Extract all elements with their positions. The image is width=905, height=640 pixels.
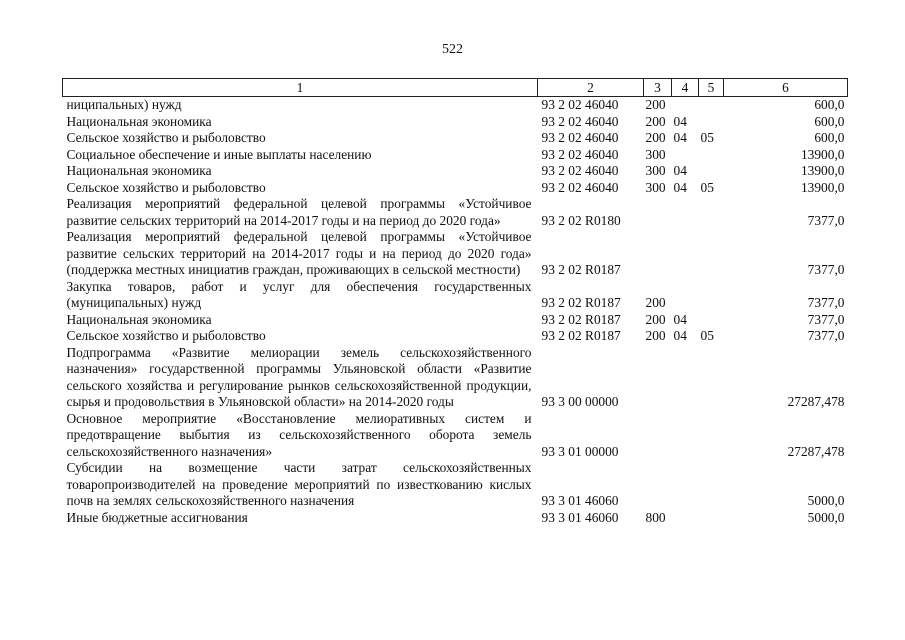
table-row [63, 163, 848, 180]
row-amount: 5000,0 [807, 509, 845, 525]
row-subsection [699, 279, 724, 312]
row-amount: 600,0 [814, 97, 845, 112]
row-expense-type [644, 460, 672, 510]
row-section [672, 229, 699, 279]
row-name: Закупка товаров, работ и услуг для обеспечения государственных (муниципальных) нужд [66, 278, 532, 310]
table-row [63, 97, 848, 114]
table-row [63, 312, 848, 329]
column-header-code: 2 [538, 79, 644, 97]
row-name: Национальная экономика [66, 113, 212, 129]
row-section [672, 196, 699, 229]
row-target-code: 93 2 02 46040 [541, 130, 619, 145]
page-number: 522 [442, 42, 463, 57]
row-target-code: 93 3 01 46060 [541, 493, 619, 508]
table-row [63, 279, 848, 312]
row-section [672, 510, 699, 527]
table-row [63, 460, 848, 510]
row-section: 04 [673, 311, 687, 327]
row-amount: 7377,0 [807, 212, 845, 228]
column-header-subsection: 5 [699, 79, 724, 97]
row-target-code: 93 2 02 R0187 [541, 311, 621, 327]
table-body [63, 97, 848, 527]
row-name: Сельское хозяйство и рыболовство [66, 179, 266, 195]
row-subsection [699, 312, 724, 329]
row-expense-type [644, 345, 672, 411]
budget-table [62, 78, 848, 526]
row-subsection [699, 460, 724, 510]
row-target-code: 93 2 02 R0187 [541, 328, 621, 343]
row-expense-type: 200 [645, 97, 666, 112]
row-section: 04 [673, 328, 687, 343]
row-section: 04 [673, 130, 687, 145]
row-subsection: 05 [700, 179, 714, 195]
row-name: Социальное обеспечение и иные выплаты населению [66, 146, 372, 162]
row-amount: 5000,0 [807, 493, 845, 508]
row-name: Реализация мероприятий федеральной целевой программы «Устойчивое развитие сельских территорий на 2014-2017 годы и на период до 2020 года» (поддержка местных инициатив граждан, проживающих в сельской местности) [66, 229, 532, 277]
row-section [672, 279, 699, 312]
row-expense-type [644, 196, 672, 229]
row-expense-type: 200 [645, 328, 666, 343]
row-expense-type: 800 [645, 509, 666, 525]
row-subsection [699, 510, 724, 527]
table-row [63, 510, 848, 527]
row-target-code: 93 2 02 46040 [541, 146, 619, 162]
row-name: Иные бюджетные ассигнования [66, 509, 248, 525]
row-subsection: 05 [700, 130, 714, 145]
header-row [63, 79, 848, 97]
row-expense-type: 200 [645, 311, 666, 327]
row-name: Национальная экономика [66, 311, 212, 327]
row-section [672, 97, 699, 114]
table-row [63, 411, 848, 461]
row-target-code: 93 3 00 00000 [541, 394, 619, 409]
row-target-code: 93 2 02 46040 [541, 97, 619, 112]
row-expense-type: 300 [645, 146, 666, 162]
table-row [63, 180, 848, 197]
row-amount: 7377,0 [807, 328, 845, 343]
row-name: Основное мероприятие «Восстановление мелиоративных систем и предотвращение выбытия из сельскохозяйственного оборота земель сельскохозяйственного назначения» [66, 410, 532, 459]
row-name: Национальная экономика [66, 163, 212, 178]
row-target-code: 93 2 02 R0180 [541, 212, 621, 228]
column-header-amount: 6 [724, 79, 848, 97]
table-row [63, 229, 848, 279]
table-row [63, 130, 848, 147]
column-header-expense-type: 3 [644, 79, 672, 97]
table-row [63, 196, 848, 229]
row-name: Подпрограмма «Развитие мелиорации земель сельскохозяйственного назначения» государственной программы Ульяновской области «Развитие сельского хозяйства и регулирование рынков сельскохозяйственной продукции, сырья и продовольствия в Ульяновской области» на 2014-2020 годы [66, 344, 532, 409]
row-section [672, 460, 699, 510]
row-target-code: 93 2 02 R0187 [541, 295, 621, 310]
row-amount: 600,0 [814, 113, 845, 129]
row-target-code: 93 3 01 00000 [541, 443, 619, 459]
row-target-code: 93 2 02 R0187 [541, 262, 621, 277]
row-expense-type: 200 [645, 113, 666, 129]
row-amount: 13900,0 [800, 146, 845, 162]
row-amount: 13900,0 [800, 163, 845, 178]
row-subsection [699, 229, 724, 279]
row-section [672, 147, 699, 164]
row-subsection [699, 411, 724, 461]
table-row [63, 328, 848, 345]
row-section [672, 345, 699, 411]
column-header-section: 4 [672, 79, 699, 97]
row-target-code: 93 2 02 46040 [541, 113, 619, 129]
row-amount: 7377,0 [807, 295, 845, 310]
row-name: ниципальных) нужд [66, 97, 182, 112]
row-name: Субсидии на возмещение части затрат сельскохозяйственных товаропроизводителей на проведение мероприятий по известкованию кислых почв на землях сельскохозяйственного назначения [66, 460, 532, 508]
table-row [63, 114, 848, 131]
row-subsection [699, 163, 724, 180]
row-target-code: 93 2 02 46040 [541, 179, 619, 195]
row-section: 04 [673, 179, 687, 195]
row-expense-type: 200 [645, 130, 666, 145]
column-header-name: 1 [63, 79, 538, 97]
row-expense-type [644, 411, 672, 461]
row-subsection [699, 196, 724, 229]
row-expense-type [644, 229, 672, 279]
row-subsection [699, 345, 724, 411]
table-header [63, 79, 848, 97]
row-amount: 27287,478 [787, 443, 845, 459]
row-amount: 600,0 [814, 130, 845, 145]
row-amount: 13900,0 [800, 179, 845, 195]
row-expense-type: 300 [645, 179, 666, 195]
row-subsection [699, 147, 724, 164]
row-subsection: 05 [700, 328, 714, 343]
table-row [63, 147, 848, 164]
row-amount: 7377,0 [807, 311, 845, 327]
row-expense-type: 200 [645, 295, 666, 310]
row-subsection [699, 114, 724, 131]
row-target-code: 93 3 01 46060 [541, 509, 619, 525]
row-section [672, 411, 699, 461]
row-name: Сельское хозяйство и рыболовство [66, 328, 266, 343]
row-name: Сельское хозяйство и рыболовство [66, 130, 266, 145]
row-amount: 7377,0 [807, 262, 845, 277]
row-target-code: 93 2 02 46040 [541, 163, 619, 178]
row-amount: 27287,478 [787, 394, 845, 409]
row-section: 04 [673, 163, 687, 178]
row-name: Реализация мероприятий федеральной целевой программы «Устойчивое развитие сельских территорий на 2014-2017 годы и на период до 2020 года» [66, 196, 532, 228]
table-row [63, 345, 848, 411]
row-subsection [699, 97, 724, 114]
row-expense-type: 300 [645, 163, 666, 178]
row-section: 04 [673, 113, 687, 129]
